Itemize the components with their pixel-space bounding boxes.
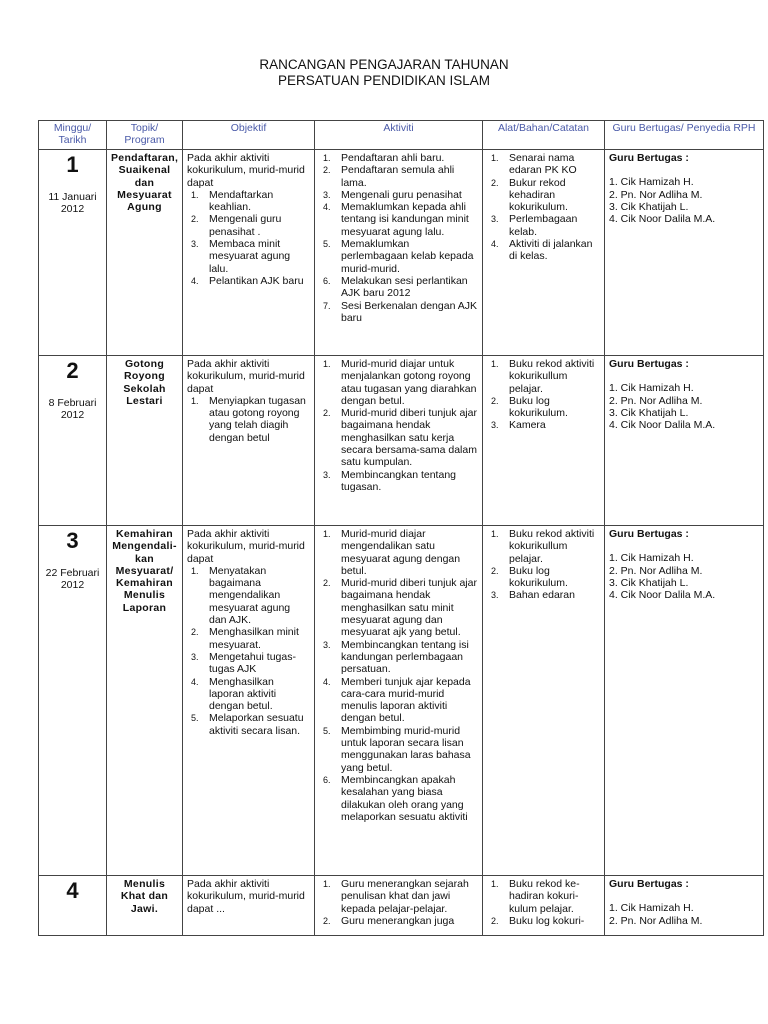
list-item xyxy=(487,358,600,395)
list-number: 4. xyxy=(323,202,331,213)
list-number: 3. xyxy=(323,469,331,480)
materials-list xyxy=(487,528,600,602)
header-materials: Alat/Bahan/Catatan xyxy=(483,121,605,150)
teacher-name: 4. Cik Noor Dalila M.A. xyxy=(609,589,716,602)
list-number: 2. xyxy=(323,915,331,926)
list-number: 1. xyxy=(323,879,331,889)
teacher-cell xyxy=(605,356,764,526)
header-teacher: Guru Bertugas/ Penyedia RPH xyxy=(605,121,764,150)
list-text: Menyatakan bagaimana mengendalikan mesyuarat agung dan AJK. xyxy=(209,564,291,627)
page-title: RANCANGAN PENGAJARAN TAHUNAN xyxy=(259,57,509,72)
week-cell xyxy=(39,150,107,356)
teacher-name: 2. Pn. Nor Adliha M. xyxy=(609,914,703,927)
list-number: 1. xyxy=(491,359,499,369)
list-number: 1. xyxy=(323,359,331,369)
list-number: 1. xyxy=(191,565,199,576)
list-item xyxy=(319,774,478,823)
activity-list xyxy=(319,528,478,823)
list-item xyxy=(319,300,478,325)
list-number: 2. xyxy=(491,915,499,926)
teacher-name: 4. Cik Noor Dalila M.A. xyxy=(609,419,716,432)
materials-list xyxy=(487,152,600,263)
list-item xyxy=(487,238,600,263)
list-number: 5. xyxy=(323,725,331,736)
teacher-cell xyxy=(605,876,764,936)
list-text: Pendaftaran semula ahli lama. xyxy=(341,164,455,189)
list-item xyxy=(187,395,310,444)
page-subtitle: PERSATUAN PENDIDIKAN ISLAM xyxy=(277,73,491,88)
list-text: Perlembagaan kelab. xyxy=(509,213,578,238)
list-text: Mendaftarkan keahlian. xyxy=(209,188,274,214)
objective-list xyxy=(187,565,310,737)
list-text: Kamera xyxy=(509,419,546,432)
materials-cell xyxy=(483,526,605,876)
list-text: Membincangkan tentang isi kandungan perlembagaan persatuan. xyxy=(341,638,469,676)
list-number: 4. xyxy=(323,676,331,687)
teacher-name: 2. Pn. Nor Adliha M. xyxy=(609,188,703,201)
list-item xyxy=(187,626,310,651)
list-text: Murid-murid diberi tunjuk ajar bagaimana hendak menghasilkan satu minit mesyuarat agung dan mesyuarat ajk yang betul. xyxy=(341,577,477,639)
materials-cell xyxy=(483,150,605,356)
list-number: 6. xyxy=(323,275,331,286)
objective-intro: Pada akhir aktiviti kokurikulum, murid-murid dapat xyxy=(187,528,305,565)
list-text: Mengetahui tugas-tugas AJK xyxy=(209,650,296,676)
list-text: Memaklumkan kepada ahli tentang isi kandungan minit mesyuarat agung lalu. xyxy=(341,201,469,238)
list-text: Senarai nama edaran PK KO xyxy=(509,152,577,177)
list-number: 3. xyxy=(491,214,499,225)
list-number: 2. xyxy=(323,578,331,589)
week-number: 4 xyxy=(66,878,79,903)
list-number: 3. xyxy=(491,420,499,431)
objective-intro: Pada akhir aktiviti kokurikulum, murid-murid dapat ... xyxy=(187,878,305,915)
list-text: Bahan edaran xyxy=(509,589,575,602)
plan-table xyxy=(38,120,764,936)
objective-list xyxy=(187,395,310,444)
list-item xyxy=(187,238,310,275)
list-number: 3. xyxy=(191,651,199,662)
week-date: 22 Februari 2012 xyxy=(45,567,100,592)
topic-cell: Menulis Khat dan Jawi. xyxy=(107,876,183,936)
list-number: 1. xyxy=(191,189,199,200)
list-number: 3. xyxy=(191,239,199,250)
list-text: Buku rekod ke-hadiran kokuri-kulum pelajar. xyxy=(509,878,580,915)
list-item xyxy=(487,395,600,420)
list-item xyxy=(187,676,310,713)
week-number: 3 xyxy=(66,528,79,553)
teacher-name: 1. Cik Hamizah H. xyxy=(609,382,694,395)
list-item xyxy=(319,528,478,577)
activity-cell xyxy=(315,150,483,356)
objective-cell xyxy=(183,876,315,936)
list-item xyxy=(319,878,478,915)
list-item xyxy=(487,152,600,177)
list-text: Aktiviti di jalankan di kelas. xyxy=(509,238,593,263)
list-item xyxy=(319,275,478,300)
list-text: Guru menerangkan juga xyxy=(341,914,455,927)
list-item xyxy=(319,238,478,275)
teacher-cell xyxy=(605,526,764,876)
activity-list xyxy=(319,152,478,324)
materials-list xyxy=(487,358,600,432)
activity-cell xyxy=(315,876,483,936)
list-item xyxy=(487,565,600,590)
week-cell xyxy=(39,526,107,876)
list-text: Menghasilkan laporan aktiviti dengan betul. xyxy=(209,675,277,713)
week-number: 2 xyxy=(66,358,79,383)
list-number: 2. xyxy=(323,408,331,419)
list-text: Membincangkan apakah kesalahan yang biasa dilakukan oleh orang yang melaporkan sesuatu aktiviti xyxy=(341,773,468,823)
teacher-cell xyxy=(605,150,764,356)
teacher-name: 2. Pn. Nor Adliha M. xyxy=(609,394,703,407)
list-text: Murid-murid diajar untuk menjalankan gotong royong atau tugasan yang diarahkan dengan betul. xyxy=(341,358,477,407)
list-item xyxy=(319,676,478,725)
list-number: 2. xyxy=(491,565,499,576)
activity-cell xyxy=(315,526,483,876)
list-number: 4. xyxy=(191,676,199,687)
list-number: 2. xyxy=(191,627,199,638)
teacher-heading: Guru Bertugas : xyxy=(609,528,689,540)
teacher-name: 3. Cik Khatijah L. xyxy=(609,406,689,419)
list-item xyxy=(487,213,600,238)
objective-cell xyxy=(183,526,315,876)
list-number: 3. xyxy=(491,590,499,601)
list-text: Melakukan sesi perlantikan AJK baru 2012 xyxy=(341,274,468,300)
list-number: 2. xyxy=(191,214,199,225)
list-item xyxy=(487,915,600,927)
list-number: 1. xyxy=(491,529,499,539)
table-row xyxy=(39,356,764,526)
list-number: 2. xyxy=(491,395,499,406)
list-text: Buku rekod aktiviti kokurikullum pelajar. xyxy=(509,358,595,395)
list-item xyxy=(487,419,600,431)
list-text: Buku log kokurikulum. xyxy=(509,564,568,590)
list-item xyxy=(319,469,478,494)
teacher-name: 1. Cik Hamizah H. xyxy=(609,176,694,189)
activity-cell xyxy=(315,356,483,526)
header-activity: Aktiviti xyxy=(315,121,483,150)
materials-cell xyxy=(483,356,605,526)
teacher-heading: Guru Bertugas : xyxy=(609,358,689,370)
list-text: Murid-murid diajar mengendalikan satu mesyuarat agung dengan betul. xyxy=(341,528,461,577)
list-text: Buku log kokuri- xyxy=(509,914,585,927)
teacher-heading: Guru Bertugas : xyxy=(609,152,689,164)
teacher-name: 1. Cik Hamizah H. xyxy=(609,902,694,915)
list-item xyxy=(187,565,310,626)
list-number: 1. xyxy=(191,395,199,406)
list-item xyxy=(319,915,478,927)
objective-intro: Pada akhir aktiviti kokurikulum, murid-murid dapat xyxy=(187,152,305,189)
teacher-heading: Guru Bertugas : xyxy=(609,878,689,890)
list-item xyxy=(319,639,478,676)
list-text: Membaca minit mesyuarat agung lalu. xyxy=(209,238,291,275)
list-item xyxy=(319,725,478,774)
list-number: 7. xyxy=(323,300,331,311)
objective-list xyxy=(187,189,310,287)
list-number: 2. xyxy=(323,165,331,176)
list-item xyxy=(187,712,310,737)
list-number: 2. xyxy=(491,177,499,188)
week-date: 11 Januari 2012 xyxy=(48,191,97,216)
header-objective: Objektif xyxy=(183,121,315,150)
list-item xyxy=(319,577,478,638)
list-item xyxy=(487,528,600,565)
list-text: Memaklumkan perlembagaan kelab kepada murid-murid. xyxy=(341,238,474,275)
objective-intro: Pada akhir aktiviti kokurikulum, murid-murid dapat xyxy=(187,358,305,395)
list-number: 4. xyxy=(191,275,199,286)
topic-cell: Kemahiran Mengendali-kan Mesyuarat/ Kemahiran Menulis Laporan xyxy=(107,526,183,876)
activity-list xyxy=(319,358,478,493)
table-row xyxy=(39,526,764,876)
teacher-name: 1. Cik Hamizah H. xyxy=(609,552,694,565)
list-number: 1. xyxy=(491,879,499,889)
list-text: Memberi tunjuk ajar kepada cara-cara murid-murid menulis laporan aktiviti dengan betul. xyxy=(341,675,471,725)
list-text: Bukur rekod kehadiran kokurikulum. xyxy=(509,176,568,214)
header-topic: Topik/ Program xyxy=(107,121,183,150)
teacher-name: 3. Cik Khatijah L. xyxy=(609,200,689,213)
list-item xyxy=(319,164,478,189)
topic-cell: Gotong Royong Sekolah Lestari xyxy=(107,356,183,526)
list-item xyxy=(187,275,310,287)
list-item xyxy=(487,878,600,915)
list-item xyxy=(187,651,310,676)
list-number: 1. xyxy=(323,153,331,163)
week-cell xyxy=(39,356,107,526)
list-text: Mengenali guru penasihat xyxy=(341,188,462,201)
list-text: Pendaftaran ahli baru. xyxy=(341,152,445,164)
list-text: Melaporkan sesuatu aktiviti secara lisan. xyxy=(209,712,304,737)
teacher-name: 3. Cik Khatijah L. xyxy=(609,576,689,589)
activity-list xyxy=(319,878,478,927)
list-item xyxy=(319,189,478,201)
list-number: 6. xyxy=(323,774,331,785)
teacher-name: 4. Cik Noor Dalila M.A. xyxy=(609,213,716,226)
table-header-row xyxy=(39,121,764,150)
list-number: 1. xyxy=(323,529,331,539)
list-text: Membimbing murid-murid untuk laporan secara lisan menggunakan laras bahasa yang betul. xyxy=(341,724,471,774)
objective-cell xyxy=(183,150,315,356)
list-number: 3. xyxy=(323,189,331,200)
materials-list xyxy=(487,878,600,927)
week-date: 8 Februari 2012 xyxy=(48,397,97,422)
objective-cell xyxy=(183,356,315,526)
list-text: Menghasilkan minit mesyuarat. xyxy=(209,626,299,651)
list-number: 5. xyxy=(323,239,331,250)
list-item xyxy=(187,189,310,214)
week-number: 1 xyxy=(66,152,79,177)
list-number: 4. xyxy=(491,239,499,250)
table-row xyxy=(39,150,764,356)
list-text: Mengenali guru penasihat . xyxy=(209,213,282,238)
list-item xyxy=(487,589,600,601)
list-text: Menyiapkan tugasan atau gotong royong yang telah diagih dengan betul xyxy=(209,394,306,444)
list-text: Sesi Berkenalan dengan AJK baru xyxy=(341,299,478,324)
list-text: Murid-murid diberi tunjuk ajar bagaimana hendak menghasilkan satu kerja secara bersama-sama dalam satu kumpulan. xyxy=(341,407,477,469)
list-item xyxy=(319,358,478,407)
list-item xyxy=(319,152,478,164)
week-cell xyxy=(39,876,107,936)
list-item xyxy=(487,177,600,214)
list-number: 1. xyxy=(491,153,499,163)
list-number: 5. xyxy=(191,713,199,724)
table-row xyxy=(39,876,764,936)
topic-cell: Pendaftaran, Suaikenal dan Mesyuarat Agung xyxy=(107,150,183,356)
materials-cell xyxy=(483,876,605,936)
list-text: Buku log kokurikulum. xyxy=(509,394,568,420)
teacher-name: 2. Pn. Nor Adliha M. xyxy=(609,564,703,577)
list-text: Guru menerangkan sejarah penulisan khat dan jawi kepada pelajar-pelajar. xyxy=(341,878,469,915)
list-item xyxy=(319,201,478,238)
list-item xyxy=(319,407,478,468)
list-text: Membincangkan tentang tugasan. xyxy=(341,468,456,493)
header-week: Minggu/ Tarikh xyxy=(39,121,107,150)
list-text: Pelantikan AJK baru xyxy=(209,274,304,287)
list-number: 3. xyxy=(323,639,331,650)
list-text: Buku rekod aktiviti kokurikullum pelajar. xyxy=(509,528,595,565)
list-item xyxy=(187,213,310,238)
